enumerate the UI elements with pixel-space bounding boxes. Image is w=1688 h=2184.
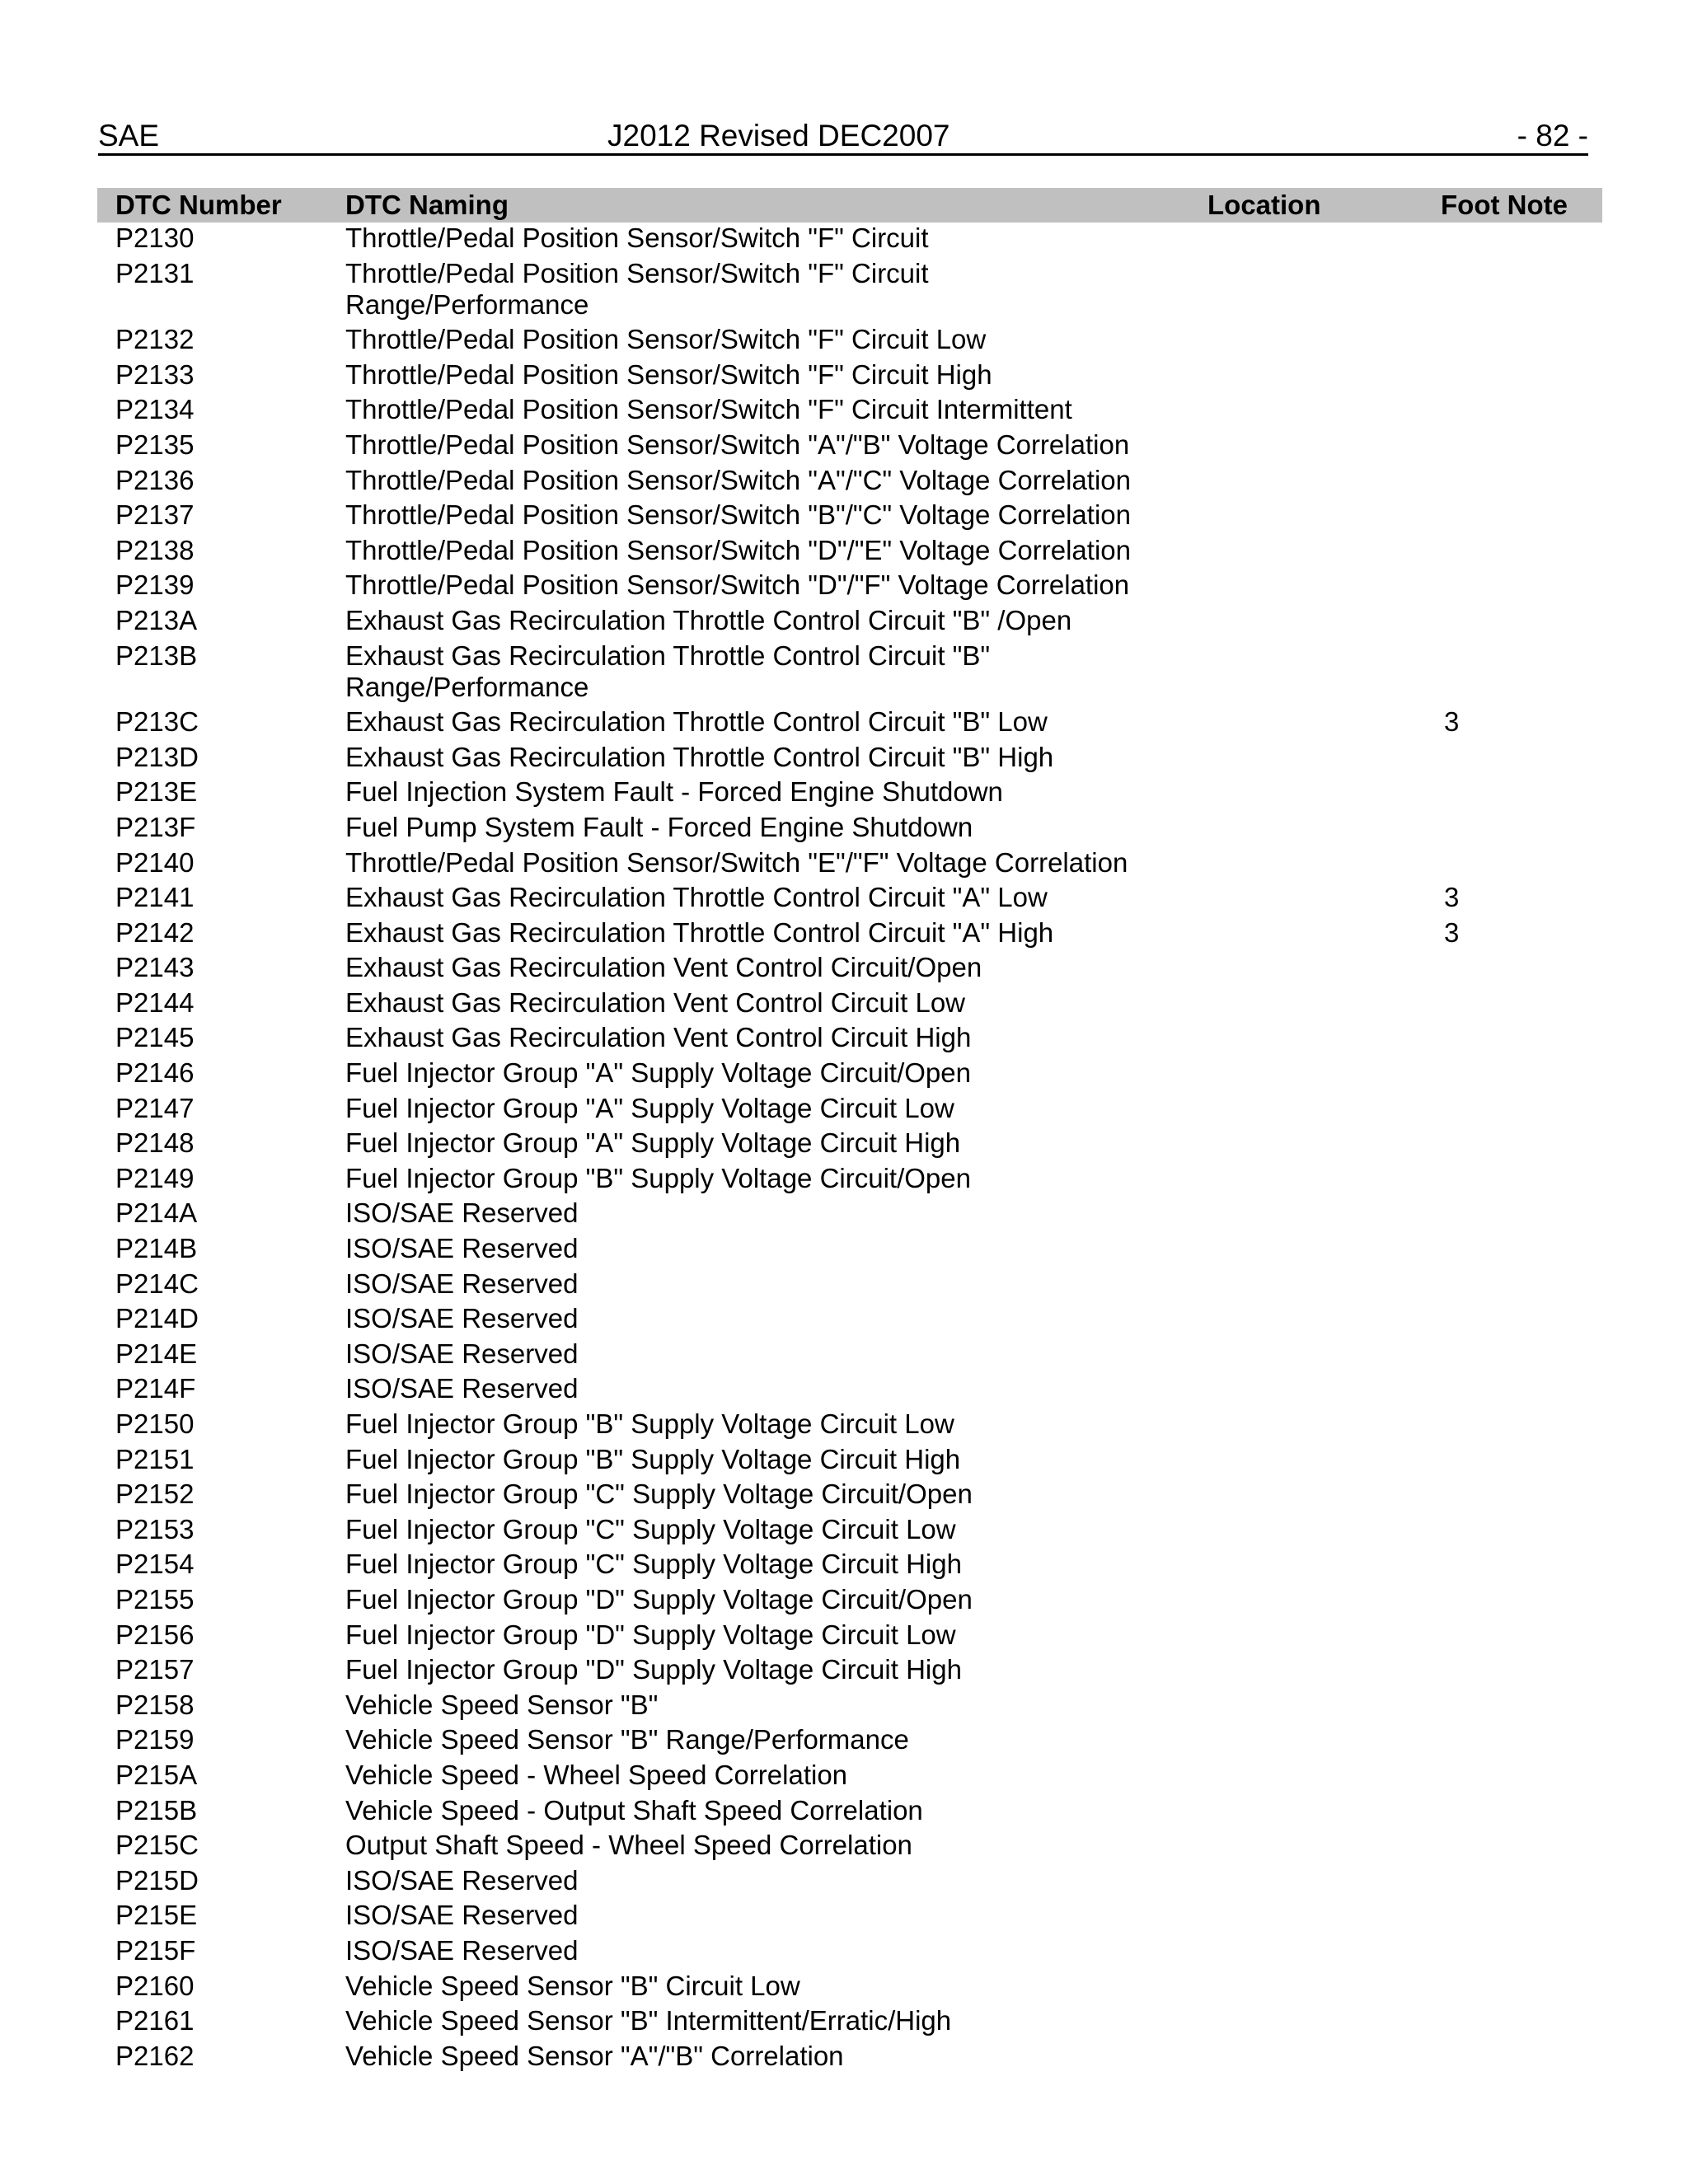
dtc-number: P214B <box>115 1233 198 1264</box>
dtc-naming: Throttle/Pedal Position Sensor/Switch "F" Circuit Low <box>345 324 987 355</box>
dtc-number: P2135 <box>115 429 195 460</box>
dtc-number: P213A <box>115 604 198 635</box>
dtc-number: P2150 <box>115 1408 195 1439</box>
table-row <box>97 742 1602 777</box>
table-row <box>97 812 1602 847</box>
dtc-number: P2149 <box>115 1162 195 1193</box>
dtc-naming: Fuel Injector Group "A" Supply Voltage Circuit/Open <box>345 1057 971 1089</box>
table-row <box>97 1971 1602 2006</box>
dtc-naming: Throttle/Pedal Position Sensor/Switch "F" Circuit <box>345 223 929 253</box>
dtc-naming: ISO/SAE Reserved <box>345 1338 579 1369</box>
dtc-number: P213C <box>115 706 199 738</box>
dtc-number: P215B <box>115 1794 198 1825</box>
dtc-number: P215D <box>115 1864 199 1896</box>
dtc-number: P2130 <box>115 223 195 253</box>
table-row <box>97 1619 1602 1655</box>
table-row <box>97 1549 1602 1584</box>
dtc-naming: Fuel Injector Group "B" Supply Voltage Circuit/Open <box>345 1162 971 1193</box>
table-row <box>97 1127 1602 1163</box>
dtc-number: P2159 <box>115 1724 195 1755</box>
dtc-number: P2140 <box>115 846 195 878</box>
table-row <box>97 882 1602 917</box>
dtc-number: P215C <box>115 1830 199 1861</box>
dtc-naming: Fuel Pump System Fault - Forced Engine Shutdown <box>345 811 973 842</box>
dtc-naming: Exhaust Gas Recirculation Throttle Control Circuit "A" Low <box>345 882 1048 913</box>
table-row <box>97 429 1602 465</box>
dtc-naming: Exhaust Gas Recirculation Vent Control Circuit High <box>345 1022 972 1053</box>
dtc-naming: ISO/SAE Reserved <box>345 1233 579 1264</box>
dtc-naming: Fuel Injection System Fault - Forced Engine Shutdown <box>345 776 1003 808</box>
table-row <box>97 1690 1602 1725</box>
table-row <box>97 605 1602 640</box>
dtc-number: P2136 <box>115 464 195 495</box>
dtc-number: P2157 <box>115 1654 195 1685</box>
dtc-naming: Fuel Injector Group "C" Supply Voltage Circuit/Open <box>345 1479 973 1510</box>
dtc-number: P2139 <box>115 569 195 601</box>
table-row <box>97 1760 1602 1795</box>
dtc-footnote: 3 <box>1444 882 1460 913</box>
dtc-naming: Vehicle Speed Sensor "B" <box>345 1689 659 1720</box>
dtc-number: P215A <box>115 1759 198 1790</box>
table-row <box>97 1724 1602 1760</box>
table-body <box>97 223 1602 2075</box>
dtc-naming: ISO/SAE Reserved <box>345 1303 579 1334</box>
dtc-number: P2148 <box>115 1127 195 1159</box>
dtc-number: P215E <box>115 1900 198 1931</box>
dtc-naming: Exhaust Gas Recirculation Throttle Control Circuit "A" High <box>345 916 1054 948</box>
table-row <box>97 1093 1602 1128</box>
dtc-number: P213D <box>115 741 199 772</box>
table-row <box>97 1865 1602 1900</box>
dtc-naming: Fuel Injector Group "D" Supply Voltage Circuit High <box>345 1654 962 1685</box>
table-row <box>97 324 1602 359</box>
dtc-number: P2137 <box>115 499 195 531</box>
dtc-number: P2147 <box>115 1092 195 1123</box>
dtc-number: P214E <box>115 1338 198 1369</box>
table-row <box>97 2005 1602 2041</box>
table-row <box>97 1900 1602 1935</box>
dtc-naming: Throttle/Pedal Position Sensor/Switch "D"/"E" Voltage Correlation <box>345 534 1131 565</box>
dtc-number: P2131 <box>115 257 195 288</box>
table-row <box>97 952 1602 987</box>
table-row <box>97 640 1602 707</box>
dtc-naming: Fuel Injector Group "C" Supply Voltage Circuit Low <box>345 1513 956 1544</box>
dtc-naming: ISO/SAE Reserved <box>345 1197 579 1229</box>
dtc-number: P214A <box>115 1197 198 1229</box>
dtc-footnote: 3 <box>1444 706 1460 738</box>
dtc-number: P214D <box>115 1303 199 1334</box>
dtc-naming: Vehicle Speed Sensor "B" Circuit Low <box>345 1970 800 2001</box>
table-row <box>97 1303 1602 1338</box>
dtc-naming: Throttle/Pedal Position Sensor/Switch "A"/"C" Voltage Correlation <box>345 464 1131 495</box>
column-header-foot-note: Foot Note <box>1441 190 1568 220</box>
dtc-naming: Vehicle Speed Sensor "B" Range/Performance <box>345 1724 909 1755</box>
dtc-number: P2133 <box>115 359 195 390</box>
dtc-naming: ISO/SAE Reserved <box>345 1864 579 1896</box>
table-row <box>97 1795 1602 1830</box>
table-row <box>97 2041 1602 2076</box>
dtc-number: P2156 <box>115 1619 195 1650</box>
dtc-number: P2143 <box>115 952 195 983</box>
dtc-number: P2142 <box>115 916 195 948</box>
column-header-dtc-number: DTC Number <box>115 190 282 220</box>
dtc-naming: Throttle/Pedal Position Sensor/Switch "B"/"C" Voltage Correlation <box>345 499 1131 531</box>
table-row <box>97 1197 1602 1233</box>
table-row <box>97 535 1602 570</box>
dtc-naming: Throttle/Pedal Position Sensor/Switch "F" Circuit Intermittent <box>345 394 1072 425</box>
dtc-naming: Vehicle Speed Sensor "A"/"B" Correlation <box>345 2040 844 2071</box>
table-row <box>97 1479 1602 1514</box>
dtc-number: P2161 <box>115 2005 195 2036</box>
dtc-number: P2151 <box>115 1443 195 1474</box>
dtc-naming: Throttle/Pedal Position Sensor/Switch "D"/"F" Voltage Correlation <box>345 569 1130 601</box>
dtc-naming: Fuel Injector Group "B" Supply Voltage Circuit Low <box>345 1408 954 1439</box>
dtc-naming: Fuel Injector Group "C" Supply Voltage Circuit High <box>345 1549 962 1580</box>
dtc-number: P214F <box>115 1373 196 1404</box>
table-row <box>97 394 1602 429</box>
table-row <box>97 917 1602 953</box>
dtc-naming: ISO/SAE Reserved <box>345 1268 579 1299</box>
dtc-number: P213B <box>115 640 198 671</box>
dtc-number: P2146 <box>115 1057 195 1089</box>
header-document-id: J2012 Revised DEC2007 <box>607 119 950 152</box>
dtc-naming: ISO/SAE Reserved <box>345 1934 579 1966</box>
dtc-naming: Fuel Injector Group "D" Supply Voltage Circuit Low <box>345 1619 956 1650</box>
dtc-naming: Fuel Injector Group "D" Supply Voltage Circuit/Open <box>345 1583 973 1615</box>
table-row <box>97 1444 1602 1479</box>
table-row <box>97 1408 1602 1444</box>
dtc-naming: Exhaust Gas Recirculation Vent Control Circuit/Open <box>345 952 982 983</box>
dtc-number: P2155 <box>115 1583 195 1615</box>
dtc-number: P2144 <box>115 987 195 1018</box>
dtc-naming: Throttle/Pedal Position Sensor/Switch "F" Circuit High <box>345 359 992 390</box>
column-header-dtc-naming: DTC Naming <box>345 190 509 220</box>
dtc-naming: Vehicle Speed - Wheel Speed Correlation <box>345 1759 848 1790</box>
dtc-number: P2134 <box>115 394 195 425</box>
dtc-number: P2154 <box>115 1549 195 1580</box>
table-row <box>97 987 1602 1023</box>
dtc-number: P214C <box>115 1268 199 1299</box>
table-row <box>97 1830 1602 1865</box>
table-row <box>97 847 1602 883</box>
table-row <box>97 1654 1602 1690</box>
dtc-naming: Exhaust Gas Recirculation Throttle Control Circuit "B" High <box>345 741 1054 772</box>
dtc-number: P215F <box>115 1934 196 1966</box>
dtc-naming: Fuel Injector Group "A" Supply Voltage Circuit Low <box>345 1092 954 1123</box>
table-row <box>97 359 1602 395</box>
dtc-naming: Fuel Injector Group "B" Supply Voltage Circuit High <box>345 1443 961 1474</box>
dtc-naming: Vehicle Speed Sensor "B" Intermittent/Erratic/High <box>345 2005 952 2036</box>
table-row <box>97 1163 1602 1198</box>
table-row <box>97 1268 1602 1304</box>
dtc-naming: Exhaust Gas Recirculation Throttle Control Circuit "B" Low <box>345 706 1048 738</box>
dtc-number: P2162 <box>115 2040 195 2071</box>
dtc-footnote: 3 <box>1444 916 1460 948</box>
table-row <box>97 1584 1602 1619</box>
dtc-naming: Exhaust Gas Recirculation Throttle Control Circuit "B" /Open <box>345 604 1072 635</box>
dtc-number: P2141 <box>115 882 195 913</box>
dtc-number: P2153 <box>115 1513 195 1544</box>
table-row <box>97 569 1602 605</box>
dtc-number: P2138 <box>115 534 195 565</box>
dtc-table <box>97 188 1602 2075</box>
table-row <box>97 1935 1602 1971</box>
table-row <box>97 1514 1602 1549</box>
dtc-number: P213F <box>115 811 196 842</box>
table-row <box>97 706 1602 742</box>
dtc-number: P213E <box>115 776 198 808</box>
page-header <box>98 119 1588 156</box>
dtc-naming: Fuel Injector Group "A" Supply Voltage Circuit High <box>345 1127 961 1159</box>
dtc-naming: Output Shaft Speed - Wheel Speed Correlation <box>345 1830 912 1861</box>
table-row <box>97 258 1602 325</box>
table-row <box>97 223 1602 258</box>
table-row <box>97 499 1602 535</box>
dtc-number: P2152 <box>115 1479 195 1510</box>
table-row <box>97 1057 1602 1093</box>
dtc-number: P2145 <box>115 1022 195 1053</box>
dtc-naming: Exhaust Gas Recirculation Vent Control Circuit Low <box>345 987 966 1018</box>
dtc-naming: ISO/SAE Reserved <box>345 1900 579 1931</box>
dtc-number: P2132 <box>115 324 195 355</box>
table-row <box>97 1022 1602 1057</box>
dtc-naming: Exhaust Gas Recirculation Throttle Control Circuit "B" Range/Performance <box>345 640 991 702</box>
table-row <box>97 1373 1602 1408</box>
header-page-number: - 82 - <box>1517 119 1588 152</box>
header-org: SAE <box>98 119 160 152</box>
table-row <box>97 776 1602 812</box>
table-row <box>97 1338 1602 1374</box>
dtc-naming: Vehicle Speed - Output Shaft Speed Correlation <box>345 1794 923 1825</box>
dtc-number: P2158 <box>115 1689 195 1720</box>
column-header-location: Location <box>1207 190 1321 220</box>
table-header-row <box>97 188 1602 223</box>
dtc-naming: Throttle/Pedal Position Sensor/Switch "F" Circuit Range/Performance <box>345 257 929 320</box>
table-row <box>97 1233 1602 1268</box>
table-row <box>97 465 1602 500</box>
dtc-naming: Throttle/Pedal Position Sensor/Switch "A"/"B" Voltage Correlation <box>345 429 1130 460</box>
dtc-naming: ISO/SAE Reserved <box>345 1373 579 1404</box>
dtc-naming: Throttle/Pedal Position Sensor/Switch "E"/"F" Voltage Correlation <box>345 846 1128 878</box>
dtc-number: P2160 <box>115 1970 195 2001</box>
